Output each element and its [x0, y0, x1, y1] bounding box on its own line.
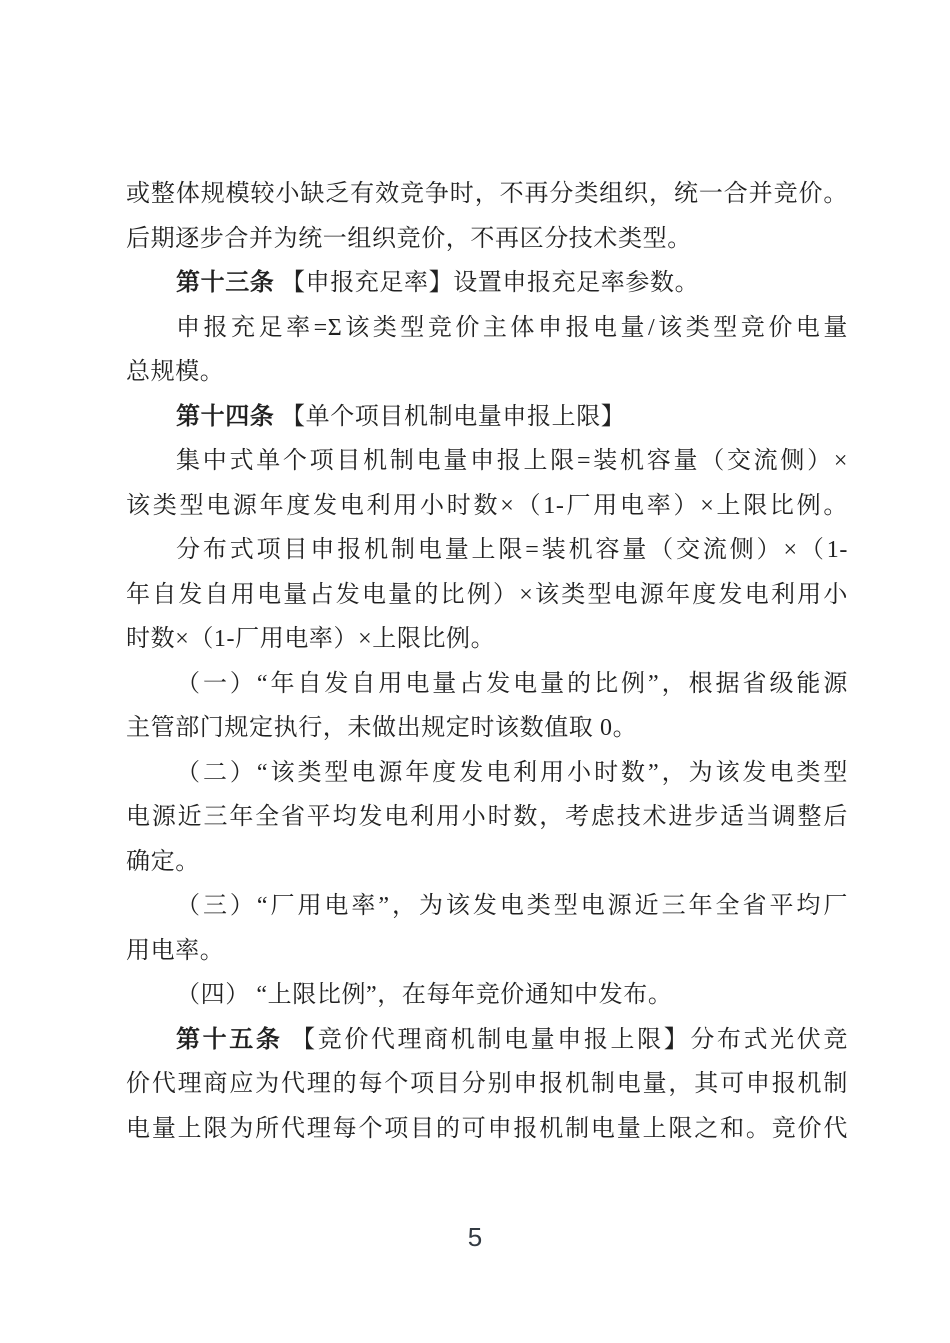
text-run: 电量上限为所代理每个项目的可申报机制电量上限之和。竞价代 — [126, 1115, 848, 1142]
page-footer — [0, 1222, 950, 1253]
text-run: 年自发自用电量占发电量的比例）×该类型电源年度发电利用小 — [126, 581, 848, 608]
text-run: （四） “上限比例”，在每年竞价通知中发布。 — [176, 982, 673, 1008]
text-run: 主管部门规定执行，未做出规定时该数值取 0。 — [126, 715, 638, 741]
text-line — [126, 306, 848, 351]
text-line — [126, 617, 848, 662]
text-line — [126, 395, 848, 440]
text-run: （二）“该类型电源年度发电利用小时数”，为该发电类型 — [176, 759, 848, 786]
text-line — [126, 795, 848, 840]
text-run: 价代理商应为代理的每个项目分别申报机制电量，其可申报机制 — [126, 1071, 848, 1097]
text-line — [126, 884, 848, 929]
text-line — [126, 973, 848, 1018]
text-line — [126, 840, 848, 885]
text-line — [126, 1062, 848, 1107]
text-run: 该类型电源年度发电利用小时数×（1-厂用电率）×上限比例。 — [126, 492, 848, 519]
text-line — [126, 1018, 848, 1063]
text-line — [126, 484, 848, 529]
text-run: 【申报充足率】设置申报充足率参数。 — [274, 270, 700, 296]
text-run: 申报充足率=Σ该类型竞价主体申报电量/该类型竞价电量 — [176, 314, 848, 341]
text-run: 用电率。 — [126, 937, 225, 964]
text-run: 集中式单个项目机制电量申报上限=装机容量（交流侧）× — [176, 448, 848, 474]
text-line — [126, 662, 848, 707]
page-number: 5 — [467, 1222, 483, 1252]
text-line — [126, 706, 848, 751]
article-heading: 第十三条 — [176, 270, 275, 296]
text-line — [126, 751, 848, 796]
text-run: 分布式项目申报机制电量上限=装机容量（交流侧）×（1- — [176, 537, 848, 563]
text-line — [126, 261, 848, 306]
text-line — [126, 573, 848, 618]
article-heading: 第十四条 — [176, 403, 275, 430]
text-line — [126, 929, 848, 974]
text-run: 【竞价代理商机制电量申报上限】分布式光伏竞 — [282, 1026, 848, 1053]
text-line — [126, 439, 848, 484]
text-run: 【单个项目机制电量申报上限】 — [274, 403, 626, 430]
text-line — [126, 528, 848, 573]
article-heading: 第十五条 — [176, 1026, 283, 1053]
document-body — [126, 172, 848, 1151]
text-run: （一）“年自发自用电量占发电量的比例”，根据省级能源 — [176, 670, 848, 697]
text-line — [126, 350, 848, 395]
text-run: 后期逐步合并为统一组织竞价，不再区分技术类型。 — [126, 225, 692, 252]
text-run: 总规模。 — [126, 359, 225, 385]
text-line — [126, 172, 848, 217]
text-run: 时数×（1-厂用电率）×上限比例。 — [126, 626, 496, 652]
text-run: （三）“厂用电率”，为该发电类型电源近三年全省平均厂 — [176, 893, 848, 919]
text-run: 电源近三年全省平均发电利用小时数，考虑技术进步适当调整后 — [126, 804, 848, 830]
text-run: 或整体规模较小缺乏有效竞争时，不再分类组织，统一合并竞价。 — [126, 181, 848, 207]
text-line — [126, 217, 848, 262]
text-line — [126, 1107, 848, 1152]
text-run: 确定。 — [126, 848, 200, 875]
